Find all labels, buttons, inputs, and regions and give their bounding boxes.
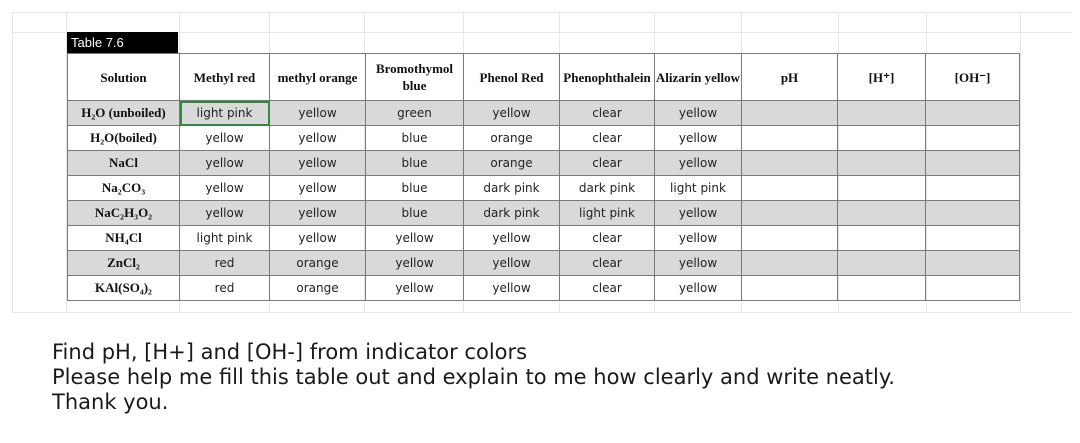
cell-phenol-red[interactable]: dark pink bbox=[464, 201, 560, 226]
indicator-table bbox=[67, 53, 1020, 301]
cell-alizarin-yellow[interactable]: yellow bbox=[655, 126, 742, 151]
cell-oh-ion[interactable] bbox=[926, 201, 1020, 226]
cell-solution[interactable]: Na₂CO₃ bbox=[68, 176, 180, 201]
cell-h-ion[interactable] bbox=[838, 226, 926, 251]
cell-phenophthalein[interactable]: clear bbox=[560, 276, 655, 301]
cell-bromothymol-blue[interactable]: yellow bbox=[366, 251, 464, 276]
cell-methyl-red[interactable]: red bbox=[180, 276, 270, 301]
cell-h-ion[interactable] bbox=[838, 201, 926, 226]
cell-solution[interactable]: NaC₂H₃O₂ bbox=[68, 201, 180, 226]
cell-solution[interactable]: ZnCl₂ bbox=[68, 251, 180, 276]
cell-ph[interactable] bbox=[742, 126, 838, 151]
cell-bromothymol-blue[interactable]: green bbox=[366, 101, 464, 126]
cell-bromothymol-blue[interactable]: yellow bbox=[366, 226, 464, 251]
header-phenophthalein[interactable]: Phenophthalein bbox=[560, 54, 655, 101]
cell-h-ion[interactable] bbox=[838, 126, 926, 151]
cell-phenol-red[interactable]: orange bbox=[464, 151, 560, 176]
question-line-3: Thank you. bbox=[52, 390, 169, 414]
cell-alizarin-yellow[interactable]: yellow bbox=[655, 101, 742, 126]
cell-h-ion[interactable] bbox=[838, 176, 926, 201]
header-methyl-orange[interactable]: methyl orange bbox=[270, 54, 366, 101]
cell-phenophthalein[interactable]: clear bbox=[560, 251, 655, 276]
cell-phenophthalein[interactable]: clear bbox=[560, 151, 655, 176]
cell-alizarin-yellow[interactable]: yellow bbox=[655, 226, 742, 251]
table-row bbox=[68, 151, 1020, 176]
cell-oh-ion[interactable] bbox=[926, 176, 1020, 201]
cell-ph[interactable] bbox=[742, 276, 838, 301]
cell-phenol-red[interactable]: yellow bbox=[464, 226, 560, 251]
cell-phenol-red[interactable]: yellow bbox=[464, 251, 560, 276]
cell-bromothymol-blue[interactable]: yellow bbox=[366, 276, 464, 301]
cell-methyl-orange[interactable]: yellow bbox=[270, 126, 366, 151]
cell-bromothymol-blue[interactable]: blue bbox=[366, 201, 464, 226]
cell-ph[interactable] bbox=[742, 226, 838, 251]
cell-phenophthalein[interactable]: light pink bbox=[560, 201, 655, 226]
header-h-ion[interactable]: [H⁺] bbox=[838, 54, 926, 101]
cell-methyl-red[interactable]: light pink bbox=[180, 101, 270, 126]
table-caption: Table 7.6 bbox=[67, 32, 178, 53]
table-row bbox=[68, 226, 1020, 251]
cell-h-ion[interactable] bbox=[838, 276, 926, 301]
cell-phenophthalein[interactable]: clear bbox=[560, 101, 655, 126]
cell-ph[interactable] bbox=[742, 151, 838, 176]
cell-methyl-red[interactable]: yellow bbox=[180, 201, 270, 226]
cell-methyl-orange[interactable]: yellow bbox=[270, 201, 366, 226]
cell-phenol-red[interactable]: yellow bbox=[464, 101, 560, 126]
cell-solution[interactable]: KAl(SO₄)₂ bbox=[68, 276, 180, 301]
cell-h-ion[interactable] bbox=[838, 101, 926, 126]
cell-methyl-red[interactable]: yellow bbox=[180, 126, 270, 151]
cell-alizarin-yellow[interactable]: yellow bbox=[655, 276, 742, 301]
header-phenol-red[interactable]: Phenol Red bbox=[464, 54, 560, 101]
cell-solution[interactable]: NH₄Cl bbox=[68, 226, 180, 251]
header-methyl-red[interactable]: Methyl red bbox=[180, 54, 270, 101]
cell-alizarin-yellow[interactable]: light pink bbox=[655, 176, 742, 201]
table-row bbox=[68, 251, 1020, 276]
table-row bbox=[68, 176, 1020, 201]
cell-alizarin-yellow[interactable]: yellow bbox=[655, 151, 742, 176]
cell-ph[interactable] bbox=[742, 101, 838, 126]
header-oh-ion[interactable]: [OH⁻] bbox=[926, 54, 1020, 101]
cell-methyl-red[interactable]: red bbox=[180, 251, 270, 276]
cell-oh-ion[interactable] bbox=[926, 101, 1020, 126]
cell-h-ion[interactable] bbox=[838, 151, 926, 176]
cell-ph[interactable] bbox=[742, 251, 838, 276]
cell-phenophthalein[interactable]: dark pink bbox=[560, 176, 655, 201]
question-line-1: Find pH, [H+] and [OH-] from indicator colors bbox=[52, 340, 528, 364]
table-row bbox=[68, 101, 1020, 126]
table-row bbox=[68, 276, 1020, 301]
header-row bbox=[68, 54, 1020, 101]
header-bromothymol-blue[interactable]: Bromothymol blue bbox=[366, 54, 464, 101]
cell-ph[interactable] bbox=[742, 201, 838, 226]
cell-alizarin-yellow[interactable]: yellow bbox=[655, 251, 742, 276]
cell-h-ion[interactable] bbox=[838, 251, 926, 276]
cell-oh-ion[interactable] bbox=[926, 226, 1020, 251]
cell-phenophthalein[interactable]: clear bbox=[560, 226, 655, 251]
cell-methyl-red[interactable]: yellow bbox=[180, 176, 270, 201]
cell-bromothymol-blue[interactable]: blue bbox=[366, 151, 464, 176]
cell-phenol-red[interactable]: yellow bbox=[464, 276, 560, 301]
cell-methyl-orange[interactable]: yellow bbox=[270, 226, 366, 251]
cell-ph[interactable] bbox=[742, 176, 838, 201]
cell-methyl-red[interactable]: light pink bbox=[180, 226, 270, 251]
cell-bromothymol-blue[interactable]: blue bbox=[366, 176, 464, 201]
cell-methyl-orange[interactable]: orange bbox=[270, 276, 366, 301]
cell-solution[interactable]: NaCl bbox=[68, 151, 180, 176]
cell-alizarin-yellow[interactable]: yellow bbox=[655, 201, 742, 226]
question-text bbox=[52, 340, 895, 415]
cell-phenol-red[interactable]: dark pink bbox=[464, 176, 560, 201]
cell-phenol-red[interactable]: orange bbox=[464, 126, 560, 151]
header-ph[interactable]: pH bbox=[742, 54, 838, 101]
cell-oh-ion[interactable] bbox=[926, 251, 1020, 276]
cell-oh-ion[interactable] bbox=[926, 126, 1020, 151]
cell-oh-ion[interactable] bbox=[926, 151, 1020, 176]
question-line-2: Please help me fill this table out and explain to me how clearly and write neatly. bbox=[52, 365, 895, 389]
cell-methyl-orange[interactable]: yellow bbox=[270, 101, 366, 126]
table-row bbox=[68, 126, 1020, 151]
table-row bbox=[68, 201, 1020, 226]
cell-oh-ion[interactable] bbox=[926, 276, 1020, 301]
cell-solution[interactable]: H₂O(boiled) bbox=[68, 126, 180, 151]
header-solution[interactable]: Solution bbox=[68, 54, 180, 101]
cell-methyl-orange[interactable]: yellow bbox=[270, 151, 366, 176]
cell-phenophthalein[interactable]: clear bbox=[560, 126, 655, 151]
cell-bromothymol-blue[interactable]: blue bbox=[366, 126, 464, 151]
cell-methyl-orange[interactable]: yellow bbox=[270, 176, 366, 201]
header-alizarin-yellow[interactable]: Alizarin yellow bbox=[655, 54, 742, 101]
cell-methyl-orange[interactable]: orange bbox=[270, 251, 366, 276]
cell-solution[interactable]: H₂O (unboiled) bbox=[68, 101, 180, 126]
cell-methyl-red[interactable]: yellow bbox=[180, 151, 270, 176]
